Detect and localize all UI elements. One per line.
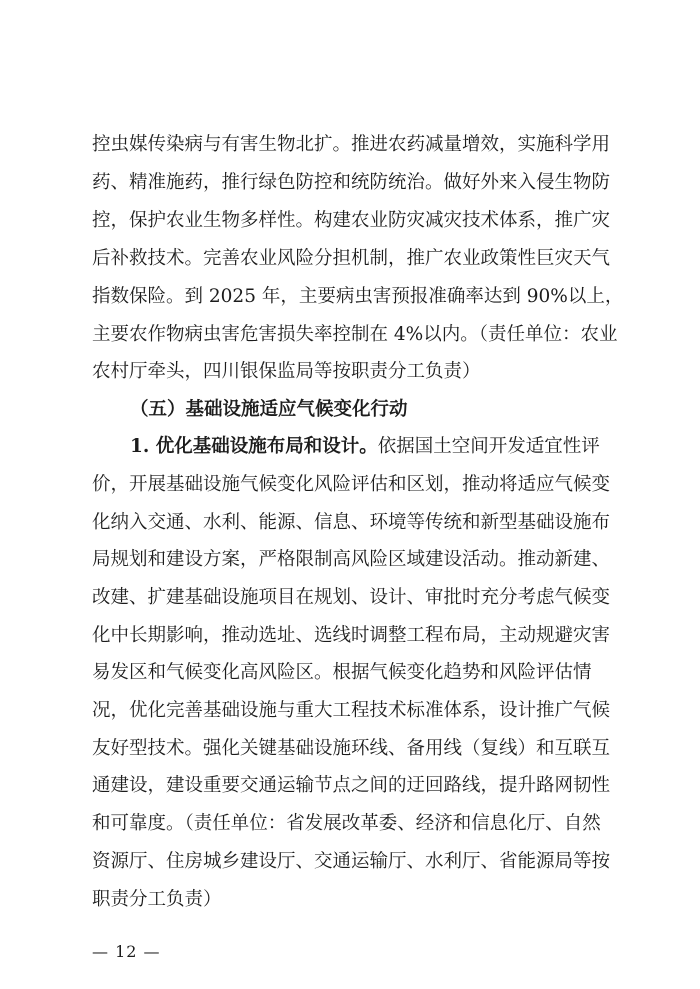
paragraph-line: 友好型技术。强化关键基础设施环线、备用线（复线）和互联互 <box>92 738 611 759</box>
paragraph-line: 况，优化完善基础设施与重大工程技术标准体系，设计推广气候 <box>92 700 611 721</box>
paragraph-line: 指数保险。到 2025 年，主要病虫害预报准确率达到 90%以上， <box>92 286 624 307</box>
paragraph-line: 资源厅、住房城乡建设厅、交通运输厅、水利厅、省能源局等按 <box>92 851 611 872</box>
item-first-line <box>130 432 600 462</box>
paragraph-line: 价，开展基础设施气候变化风险评估和区划，推动将适应气候变 <box>92 474 611 495</box>
paragraph-line: 化纳入交通、水利、能源、信息、环境等传统和新型基础设施布 <box>92 512 611 533</box>
section-heading: （五）基础设施适应气候变化行动 <box>130 399 408 420</box>
paragraph-line: 易发区和气候变化高风险区。根据气候变化趋势和风险评估情 <box>92 662 592 683</box>
paragraph-line: 改建、扩建基础设施项目在规划、设计、审批时充分考虑气候变 <box>92 587 611 608</box>
paragraph-line: 通建设，建设重要交通运输节点之间的迂回路线，提升路网韧性 <box>92 775 611 796</box>
paragraph-line: 后补救技术。完善农业风险分担机制，推广农业政策性巨灾天气 <box>92 248 611 269</box>
paragraph-line: 职责分工负责） <box>92 889 222 910</box>
paragraph-line: 药、精准施药，推行绿色防控和统防统治。做好外来入侵生物防 <box>92 172 611 193</box>
page-number: — 12 — <box>92 942 161 961</box>
paragraph-line: 局规划和建设方案，严格限制高风险区域建设活动。推动新建、 <box>92 549 611 570</box>
item-title: 1. 优化基础设施布局和设计。 <box>130 436 378 457</box>
paragraph-line: 化中长期影响，推动选址、选线时调整工程布局，主动规避灾害 <box>92 625 611 646</box>
item-text: 依据国土空间开发适宜性评 <box>377 436 600 457</box>
paragraph-line: 控，保护农业生物多样性。构建农业防灾减灾技术体系，推广灾 <box>92 210 611 231</box>
paragraph-line: 和可靠度。（责任单位：省发展改革委、经济和信息化厅、自然 <box>92 813 601 834</box>
paragraph-line: 农村厅牵头，四川银保监局等按职责分工负责） <box>92 361 481 382</box>
paragraph-line: 控虫媒传染病与有害生物北扩。推进农药减量增效，实施科学用 <box>92 134 611 155</box>
paragraph-line: 主要农作物病虫害危害损失率控制在 4%以内。（责任单位：农业 <box>92 324 618 345</box>
